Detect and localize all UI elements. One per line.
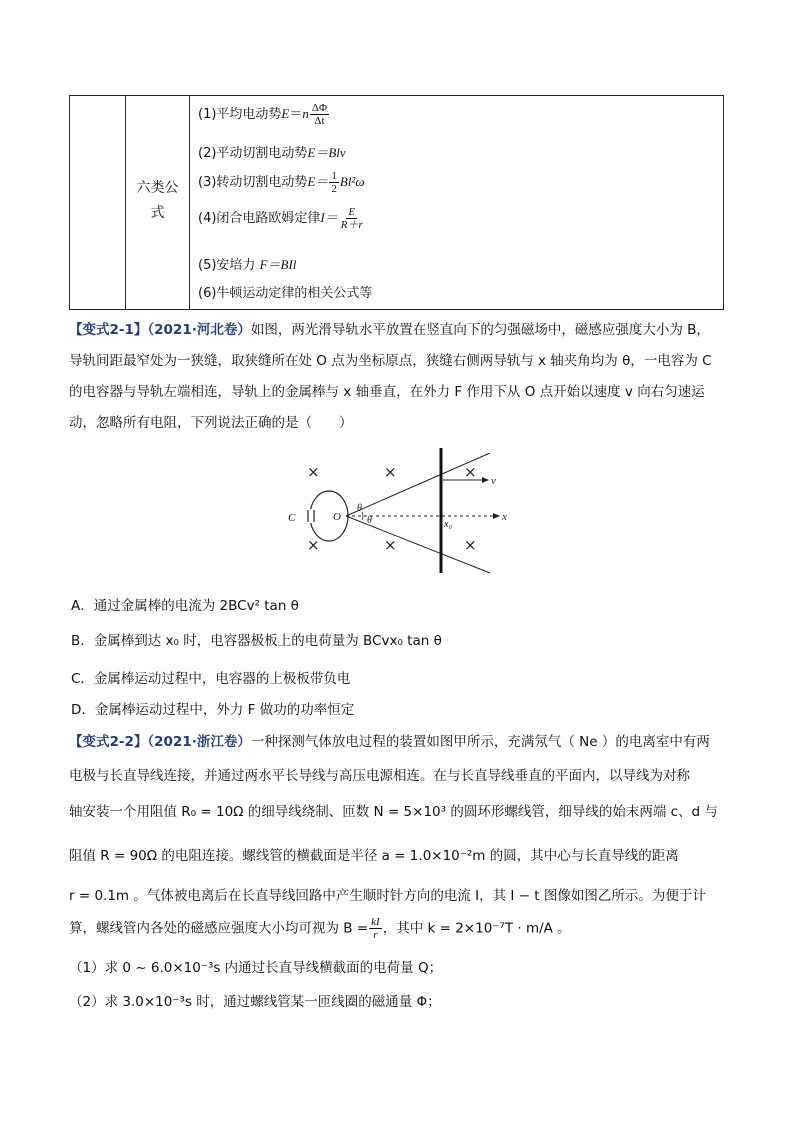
formula-3-den: 2 [331,183,337,195]
category-label-line2: 式 [150,205,165,221]
formula-4-fraction [339,206,365,231]
formula-2-expr: E＝Blv [307,145,346,160]
q2-source: （2021·浙江卷） [147,734,251,750]
q1-line1 [69,318,710,338]
category-label-line1: 六类公 [136,180,179,196]
q2-b-den: r [373,929,378,941]
q1-line4: 动，忽略所有电阻，下列说法正确的是（ ） [69,415,353,431]
velocity-arrowhead [482,477,489,483]
table-category-cell [126,96,190,309]
option-d: D．金属棒运动过程中，外力 F 做功的功率恒定 [71,702,355,718]
field-cross-5: × [384,536,397,554]
q2-line3: 轴安装一个用阻值 R₀ = 10Ω 的细导线绕制、匝数 N = 5×10³ 的圆环形螺线管，细导线的始末两端 c、d 与 [69,804,718,820]
formula-4 [198,206,366,231]
formula-1-lhs: E [281,106,290,121]
q1-source: （2021·河北卷） [147,322,251,338]
upper-rail [346,453,490,516]
q2-tag: 【变式2-2】 [69,734,148,750]
q2-b-fraction [369,916,382,941]
formula-4-den: R＋r [340,219,363,231]
q2-line6 [69,916,571,941]
q2-sub1: （1）求 0 ~ 6.0×10⁻³s 内通过长直导线横截面的电荷量 Q； [69,960,443,976]
origin-label: O [333,511,341,523]
formula-5-expr: F＝BIl [259,257,297,272]
formula-1-fraction [310,102,329,127]
field-cross-6: × [464,536,477,554]
formula-1-den: Δt [314,115,325,127]
formula-1-eq: ＝ [289,107,303,122]
capacitor-label: C [288,512,296,524]
formula-table [69,95,724,310]
q2-b-num: kI [371,916,380,928]
q2-line5: r = 0.1m 。气体被电离后在长直导线回路中产生顺时针方向的电流 I，其 I − t 图像如图乙所示。为便于计 [69,888,706,904]
option-b: B．金属棒到达 x₀ 时，电容器极板上的电荷量为 BCvx₀ tan θ [71,633,442,649]
theta-lower-label: θ [367,515,372,526]
field-cross-4: × [307,536,320,554]
x-axis-arrow [493,513,500,519]
q2-sub2: （2）求 3.0×10⁻³s 时，通过螺线管某一匝线圈的磁通量 Φ； [69,994,441,1010]
formula-3-num: 1 [331,170,337,182]
velocity-label: v [491,475,496,487]
formula-1-n: n [302,106,309,121]
q2-line6-pre: 算，螺线管内各处的磁感应强度大小均可视为 B = [69,920,369,937]
formula-4-num: E [348,206,356,218]
option-c: C．金属棒运动过程中，电容器的上极板带负电 [71,671,351,687]
formula-4-lhs: I＝ [320,210,338,225]
formula-6: (6)牛顿运动定律的相关公式等 [198,286,373,301]
formula-3 [198,170,365,195]
formula-2-prefix: (2)平动切割电动势 [198,146,308,161]
x0-label: x₀ [444,519,452,530]
field-cross-1: × [307,463,320,481]
theta-upper-label: θ [357,503,362,514]
formula-1 [198,102,330,127]
q2-line2: 电极与长直导线连接，并通过两水平长导线与高压电源相连。在与长直导线垂直的平面内，以导线为对称 [69,768,690,784]
formula-4-prefix: (4)闭合电路欧姆定律 [198,211,321,226]
q2-line4: 阻值 R = 90Ω 的电阻连接。螺线管的横截面是半径 a = 1.0×10⁻²m 的圆，其中心与长直导线的距离 [69,848,679,864]
formula-1-prefix: (1)平均电动势 [198,107,282,122]
left-rail-loop [310,491,348,541]
formula-3-fraction [329,170,339,195]
formula-1-num: ΔΦ [311,102,328,114]
q1-line3: 的电容器与导轨左端相连，导轨上的金属棒与 x 轴垂直，在外力 F 作用下从 O 点开始以速度 v 向右匀速运 [69,384,705,400]
q1-text-1: 如图，两光滑导轨水平放置在竖直向下的匀强磁场中，磁感应强度大小为 B， [250,322,710,338]
formula-5 [198,254,296,273]
q1-line2: 导轨间距最窄处为一狭缝，取狭缝所在处 O 点为坐标原点，狭缝右侧两导轨与 x 轴夹角均为 θ，一电容为 C [69,353,712,369]
formula-5-prefix: (5)安培力 [198,258,256,273]
q2-line1 [69,730,710,750]
rail-figure [280,445,520,580]
x-axis-label: x [502,511,507,523]
q2-text-1: 一种探测气体放电过程的装置如图甲所示，充满氖气（ Ne ）的电离室中有两 [250,734,710,750]
formula-3-lhs: E＝ [307,174,329,189]
table-empty-cell [70,96,126,309]
formula-2 [198,142,346,161]
field-cross-2: × [384,463,397,481]
field-cross-3: × [464,463,477,481]
q2-line6-post: ，其中 k = 2×10⁻⁷T · m/A 。 [382,920,571,937]
formula-3-rest: Bl²ω [339,174,365,189]
formula-3-prefix: (3)转动切割电动势 [198,175,308,190]
q1-tag: 【变式2-1】 [69,322,148,338]
theta-arc [362,512,363,520]
option-a: A．通过金属棒的电流为 2BCv² tan θ [71,598,299,614]
